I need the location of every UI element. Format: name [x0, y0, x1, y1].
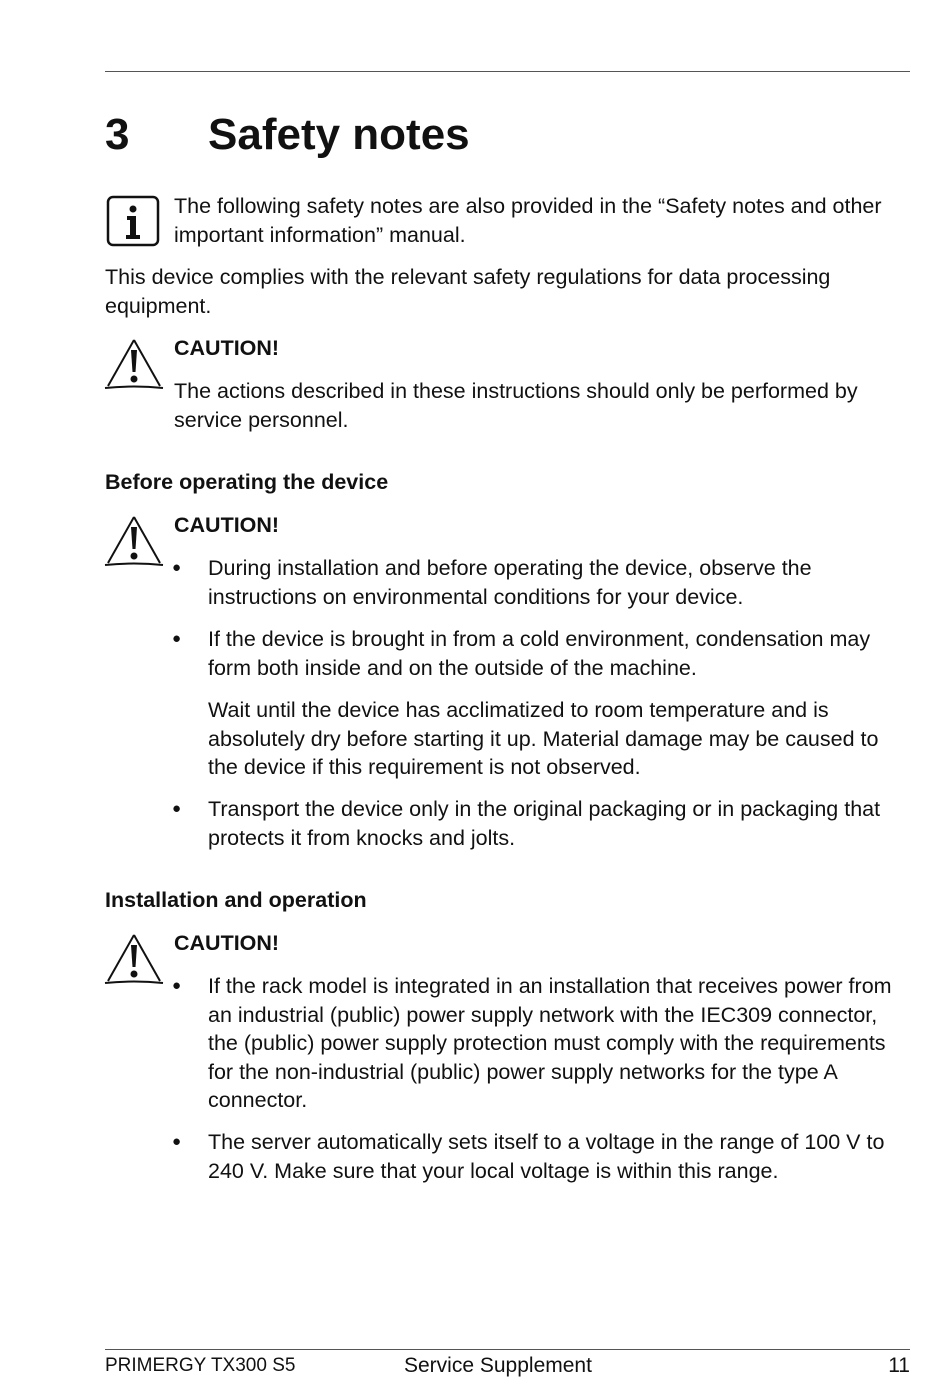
intro-paragraph: This device complies with the relevant safety regulations for data processing equipment. [105, 265, 831, 318]
caution-label: CAUTION! [174, 931, 280, 955]
bullet-icon: ● [172, 630, 182, 647]
chapter-title: Safety notes [208, 110, 470, 159]
footer-product: PRIMERGY TX300 S5 [105, 1355, 296, 1376]
list-item: During installation and before operating the device, observe the instructions on environmental conditions for your device. [208, 556, 812, 609]
bullet-icon: ● [172, 559, 182, 576]
list-item: If the device is brought in from a cold environment, condensation may form both inside and on the outside of the machine. [208, 627, 871, 680]
footer-rule [105, 1349, 910, 1350]
bullet-icon: ● [172, 1133, 182, 1150]
header-rule [105, 71, 910, 72]
list-item: The server automatically sets itself to a voltage in the range of 100 V to 240 V. Make sure that your local voltage is within this range. [208, 1130, 885, 1183]
section-heading-installation: Installation and operation [105, 888, 367, 912]
list-item: Transport the device only in the original packaging or in packaging that protects it from knocks and jolts. [208, 797, 881, 850]
section-heading-before-operating: Before operating the device [105, 470, 389, 494]
info-icon [106, 195, 160, 247]
caution-text: The actions described in these instructions should only be performed by service personnel. [174, 379, 858, 432]
caution-label: CAUTION! [174, 336, 280, 360]
bullet-icon: ● [172, 800, 182, 817]
caution-icon [103, 513, 165, 571]
caution-icon [103, 931, 165, 989]
info-note-text: The following safety notes are also provided in the “Safety notes and other important information” manual. [174, 194, 882, 247]
list-item: If the rack model is integrated in an installation that receives power from an industrial (public) power supply network with the IEC309 connector, the (public) power supply protection must comply with the requirements for the non-industrial (public) power supply networks for the type A connector. [208, 974, 892, 1112]
page-number: 11 [888, 1354, 910, 1377]
bullet-icon: ● [172, 977, 182, 994]
chapter-number: 3 [105, 110, 130, 159]
caution-label: CAUTION! [174, 513, 280, 537]
footer-doc-type: Service Supplement [404, 1354, 592, 1377]
list-item-followup: Wait until the device has acclimatized to room temperature and is absolutely dry before starting it up. Material damage may be caused to the device if this requirement is not observed. [208, 698, 879, 779]
caution-icon [103, 336, 165, 394]
